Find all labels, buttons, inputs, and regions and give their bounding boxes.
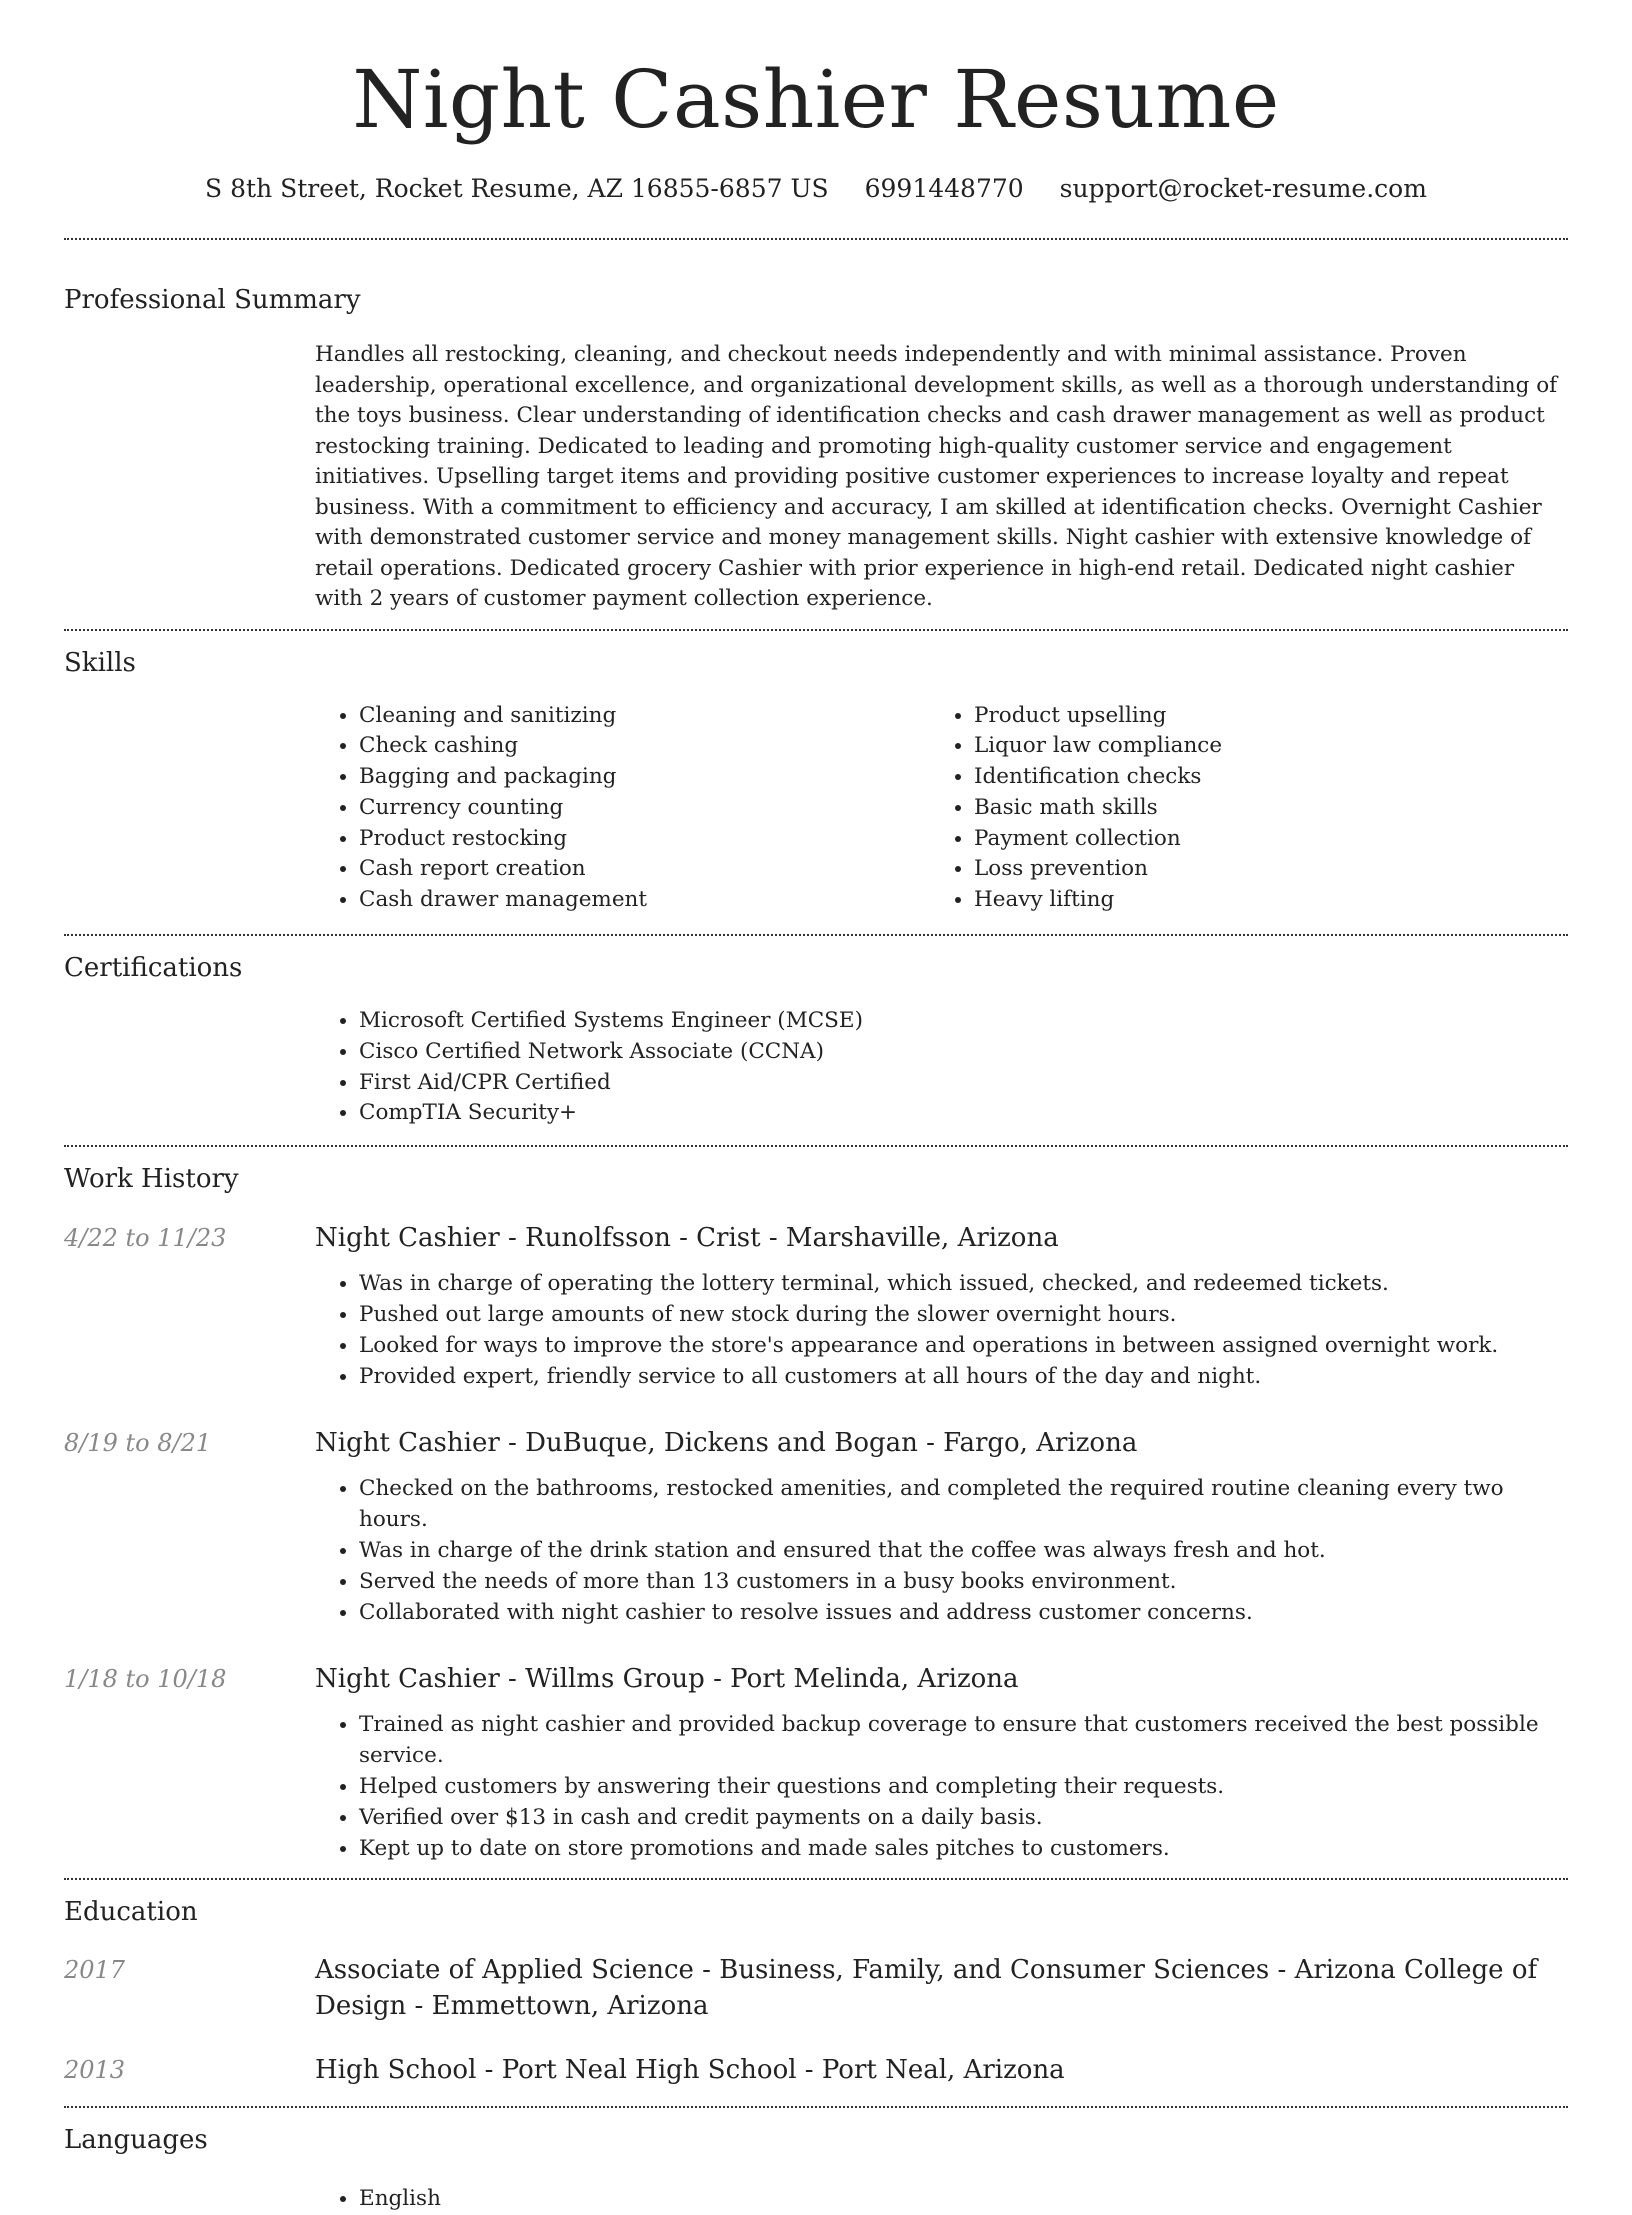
job-main	[315, 1426, 1568, 1628]
contact-phone: 6991448770	[864, 174, 1024, 203]
section-heading: Languages	[64, 2125, 208, 2156]
list-item: • Basic math skills	[974, 793, 1545, 824]
list-item: • Kept up to date on store promotions and made sales pitches to customers.	[359, 1834, 1568, 1865]
list-item: • Heavy lifting	[974, 885, 1545, 916]
list-item: • Collaborated with night cashier to resolve issues and address customer concerns.	[359, 1598, 1568, 1629]
certifications-body	[315, 984, 1568, 1145]
job-details: - Willms Group - Port Melinda, Arizona	[499, 1664, 1019, 1695]
section-languages	[64, 2108, 1568, 2215]
job-entry	[64, 1221, 1568, 1392]
job-main	[315, 1662, 1568, 1864]
job-bullets	[315, 1696, 1568, 1864]
summary-text: Handles all restocking, cleaning, and checkout needs independently and with minimal assistance. Proven leadership, operational excellence, and organizational development skills, as well as a thorough understanding of the toys business. Clear understanding of identification checks and cash drawer management as well as product restocking training. Dedicated to leading and promoting high-quality customer service and engagement initiatives. Upselling target items and providing positive customer experiences to increase loyalty and repeat business. With a commitment to efficiency and accuracy, I am skilled at identification checks. Overnight Cashier with demonstrated customer service and money management skills. Night cashier with extensive knowledge of retail operations. Dedicated grocery Cashier with prior experience in high-end retail. Dedicated night cashier with 2 years of customer payment collection experience.	[315, 342, 1558, 611]
list-item: • Cash drawer management	[359, 885, 930, 916]
job-entry	[64, 1662, 1568, 1878]
contact-email: support@rocket-resume.com	[1059, 174, 1427, 203]
resume-page	[64, 0, 1568, 2215]
section-heading: Certifications	[64, 953, 243, 984]
job-heading	[315, 1426, 1568, 1460]
list-item: • English	[359, 2184, 1568, 2215]
list-item: • Product upselling	[974, 701, 1545, 732]
job-details: - DuBuque, Dickens and Bogan - Fargo, Arizona	[499, 1428, 1138, 1459]
list-item: • Was in charge of operating the lottery terminal, which issued, checked, and redeemed tickets.	[359, 1269, 1568, 1300]
job-bullets	[315, 1255, 1568, 1392]
job-dates: 8/19 to 8/21	[64, 1429, 212, 1458]
list-item: • Check cashing	[359, 731, 930, 762]
section-heading: Work History	[64, 1164, 239, 1195]
list-item: • Loss prevention	[974, 854, 1545, 885]
list-item: • Liquor law compliance	[974, 731, 1545, 762]
section-heading: Professional Summary	[64, 285, 361, 315]
list-item: • Looked for ways to improve the store's appearance and operations in between assigned overnight work.	[359, 1331, 1568, 1362]
section-certifications	[64, 936, 1568, 1145]
job-title: Night Cashier	[315, 1223, 500, 1254]
contact-address: S 8th Street, Rocket Resume, AZ 16855-6857 US	[205, 174, 829, 203]
list-item: • Currency counting	[359, 793, 930, 824]
section-skills	[64, 631, 1568, 935]
job-dates: 1/18 to 10/18	[64, 1665, 227, 1694]
job-heading	[315, 1662, 1568, 1696]
list-item: • Microsoft Certified Systems Engineer (MCSE)	[359, 1006, 1568, 1037]
job-main	[315, 1221, 1568, 1392]
education-text: Associate of Applied Science - Business, Family, and Consumer Sciences - Arizona College of Design - Emmettown, Arizona	[315, 1955, 1538, 2022]
education-text: High School - Port Neal High School - Port Neal, Arizona	[315, 2055, 1065, 2086]
job-bullets	[315, 1460, 1568, 1628]
list-item: • Product restocking	[359, 824, 930, 855]
list-item: • Helped customers by answering their questions and completing their requests.	[359, 1772, 1568, 1803]
list-item: • Cleaning and sanitizing	[359, 701, 930, 732]
list-item: • Checked on the bathrooms, restocked amenities, and completed the required routine cleaning every two hours.	[359, 1474, 1568, 1536]
section-summary	[64, 240, 1568, 629]
education-year: 2013	[64, 2056, 126, 2085]
list-item: • Trained as night cashier and provided backup coverage to ensure that customers received the best possible service.	[359, 1710, 1568, 1772]
list-item: • Cash report creation	[359, 854, 930, 885]
list-item: • Cisco Certified Network Associate (CCNA)	[359, 1037, 1568, 1068]
contact-line	[64, 174, 1568, 204]
list-item: • CompTIA Security+	[359, 1098, 1568, 1129]
education-entry	[64, 2052, 1568, 2106]
job-title: Night Cashier	[315, 1664, 500, 1695]
list-item: • Bagging and packaging	[359, 762, 930, 793]
list-item: • Provided expert, friendly service to all customers at all hours of the day and night.	[359, 1362, 1568, 1393]
section-heading: Education	[64, 1897, 198, 1928]
job-heading	[315, 1221, 1568, 1255]
job-dates: 4/22 to 11/23	[64, 1224, 227, 1253]
skills-body	[315, 679, 1568, 935]
list-item: • First Aid/CPR Certified	[359, 1068, 1568, 1099]
list-item: • Payment collection	[974, 824, 1545, 855]
education-year: 2017	[64, 1956, 126, 1985]
list-item: • Served the needs of more than 13 customers in a busy books environment.	[359, 1567, 1568, 1598]
list-item: • Verified over $13 in cash and credit payments on a daily basis.	[359, 1803, 1568, 1834]
list-item: • Was in charge of the drink station and ensured that the coffee was always fresh and hot.	[359, 1536, 1568, 1567]
languages-body	[315, 2156, 1568, 2215]
resume-title: Night Cashier Resume	[352, 53, 1280, 146]
section-heading: Skills	[64, 647, 136, 678]
section-education	[64, 1880, 1568, 2106]
summary-body	[315, 316, 1568, 629]
skills-column-right	[930, 701, 1545, 917]
list-item: • Pushed out large amounts of new stock during the slower overnight hours.	[359, 1300, 1568, 1331]
job-details: - Runolfsson - Crist - Marshaville, Arizona	[499, 1223, 1059, 1254]
job-title: Night Cashier	[315, 1428, 500, 1459]
education-entry	[64, 1952, 1568, 2024]
skills-column-left	[315, 701, 930, 917]
section-work-history	[64, 1147, 1568, 1878]
job-entry	[64, 1426, 1568, 1628]
list-item: • Identification checks	[974, 762, 1545, 793]
